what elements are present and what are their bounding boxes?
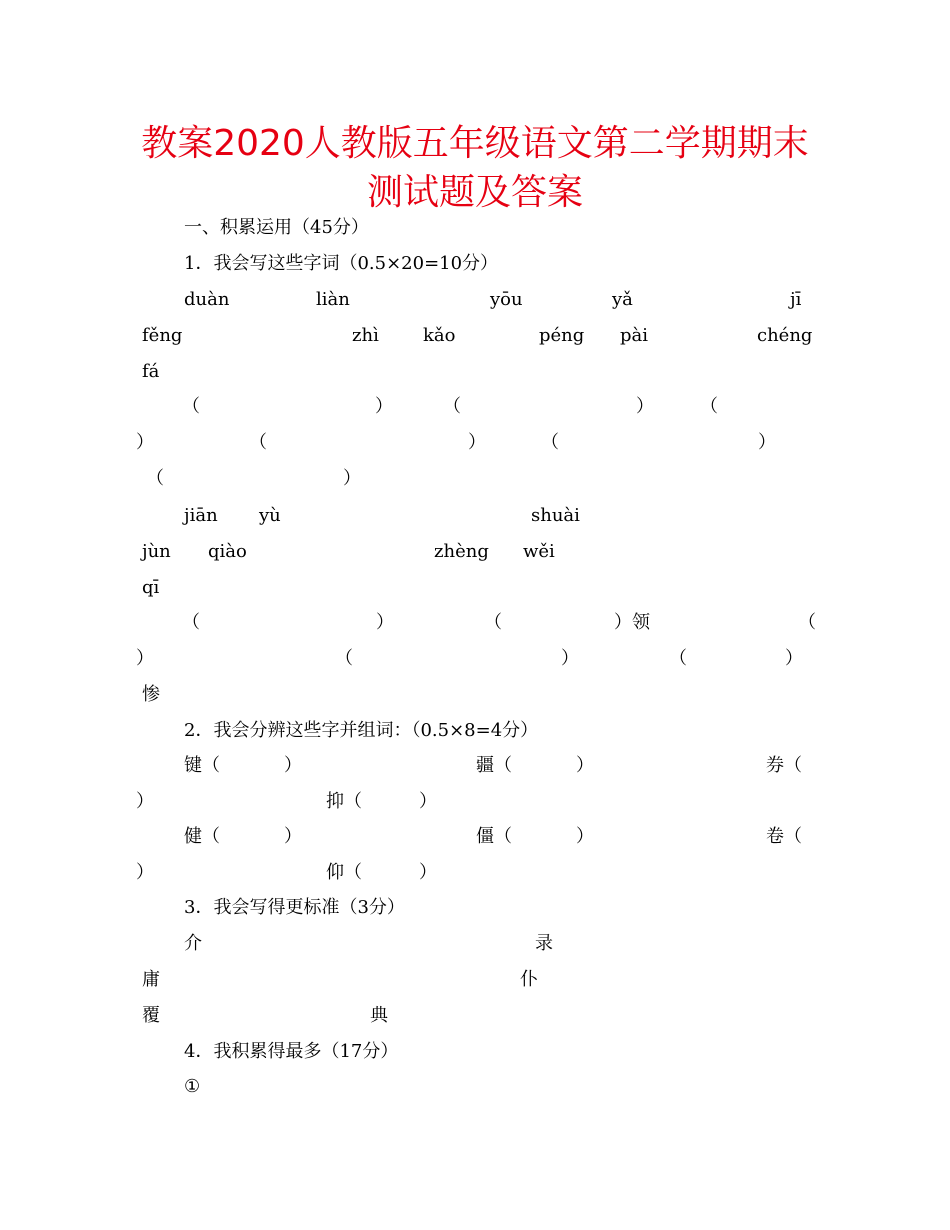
- answer-blank-close: ）: [376, 612, 394, 633]
- pinyin: shuài: [531, 505, 580, 526]
- question-1-heading: 1．我会写这些字词（0.5×20=10分）: [184, 253, 499, 274]
- question-4-heading: 4．我积累得最多（17分）: [184, 1041, 399, 1062]
- practice-char: 介: [184, 933, 202, 954]
- char-compare: 疆（: [476, 755, 512, 776]
- answer-blank-open: （: [182, 396, 200, 417]
- pinyin: duàn: [184, 289, 230, 310]
- answer-blank-open: （: [249, 432, 267, 453]
- char-compare: 僵（: [476, 826, 512, 847]
- answer-blank-close: ）: [576, 755, 594, 776]
- pinyin: jiān: [184, 505, 218, 526]
- practice-char: 典: [370, 1005, 388, 1026]
- pinyin: zhì: [352, 325, 379, 346]
- pinyin: jùn: [142, 541, 171, 562]
- answer-blank-close: ）: [636, 396, 654, 417]
- pinyin: kǎo: [423, 325, 456, 346]
- answer-blank-close: ）: [561, 648, 579, 669]
- char-compare: 健（: [184, 826, 220, 847]
- answer-blank-open: （: [484, 612, 502, 633]
- pinyin: qiào: [208, 541, 247, 562]
- practice-char: 录: [535, 933, 553, 954]
- pinyin: yù: [259, 505, 281, 526]
- practice-char: 庸: [142, 969, 160, 990]
- pinyin: pài: [620, 325, 649, 346]
- answer-blank-close: ）: [419, 862, 437, 883]
- answer-blank-close: ）: [284, 826, 302, 847]
- pinyin: fá: [142, 361, 160, 382]
- pinyin: zhèng: [434, 541, 489, 562]
- answer-blank-close: ）: [136, 432, 154, 453]
- question-2-heading: 2．我会分辨这些字并组词：（0.5×8=4分）: [184, 720, 539, 741]
- answer-blank-close: ）: [468, 432, 486, 453]
- answer-word: 惨: [142, 684, 160, 705]
- answer-blank-open: （: [443, 396, 461, 417]
- pinyin: yǎ: [612, 289, 633, 310]
- answer-suffix: ）领: [614, 612, 650, 633]
- answer-blank-open: （: [700, 396, 718, 417]
- practice-char: 覆: [142, 1005, 160, 1026]
- answer-blank-close: ）: [136, 862, 154, 883]
- answer-blank-close: ）: [375, 396, 393, 417]
- section-heading: 一、积累运用（45分）: [184, 217, 369, 238]
- pinyin: chéng: [757, 325, 813, 346]
- answer-blank-open: （: [335, 648, 353, 669]
- answer-blank-open: （: [798, 612, 816, 633]
- answer-blank-close: ）: [343, 468, 361, 489]
- pinyin: péng: [539, 325, 585, 346]
- char-compare: 抑（: [326, 791, 362, 812]
- answer-blank-close: ）: [136, 648, 154, 669]
- item-number: ①: [184, 1076, 201, 1097]
- document-title-line1: 教案2020人教版五年级语文第二学期期末: [141, 123, 809, 164]
- answer-blank-close: ）: [136, 791, 154, 812]
- pinyin: yōu: [490, 289, 523, 310]
- char-compare: 券（: [766, 755, 802, 776]
- char-compare: 卷（: [766, 826, 802, 847]
- question-3-heading: 3．我会写得更标准（3分）: [184, 897, 405, 918]
- answer-blank-open: （: [182, 612, 200, 633]
- pinyin: jī: [790, 289, 802, 310]
- answer-blank-close: ）: [758, 432, 776, 453]
- practice-char: 仆: [520, 969, 538, 990]
- pinyin: liàn: [316, 289, 350, 310]
- document-title-line2: 测试题及答案: [366, 172, 583, 213]
- answer-blank-open: （: [669, 648, 687, 669]
- char-compare: 仰（: [326, 862, 362, 883]
- answer-blank-close: ）: [419, 791, 437, 812]
- answer-blank-close: ）: [576, 826, 594, 847]
- answer-blank-close: ）: [785, 648, 803, 669]
- char-compare: 键（: [184, 755, 220, 776]
- answer-blank-close: ）: [284, 755, 302, 776]
- pinyin: wěi: [523, 541, 555, 562]
- answer-blank-open: （: [541, 432, 559, 453]
- answer-blank-open: （: [146, 468, 164, 489]
- pinyin: qī: [142, 577, 160, 598]
- pinyin: fěng: [142, 325, 183, 346]
